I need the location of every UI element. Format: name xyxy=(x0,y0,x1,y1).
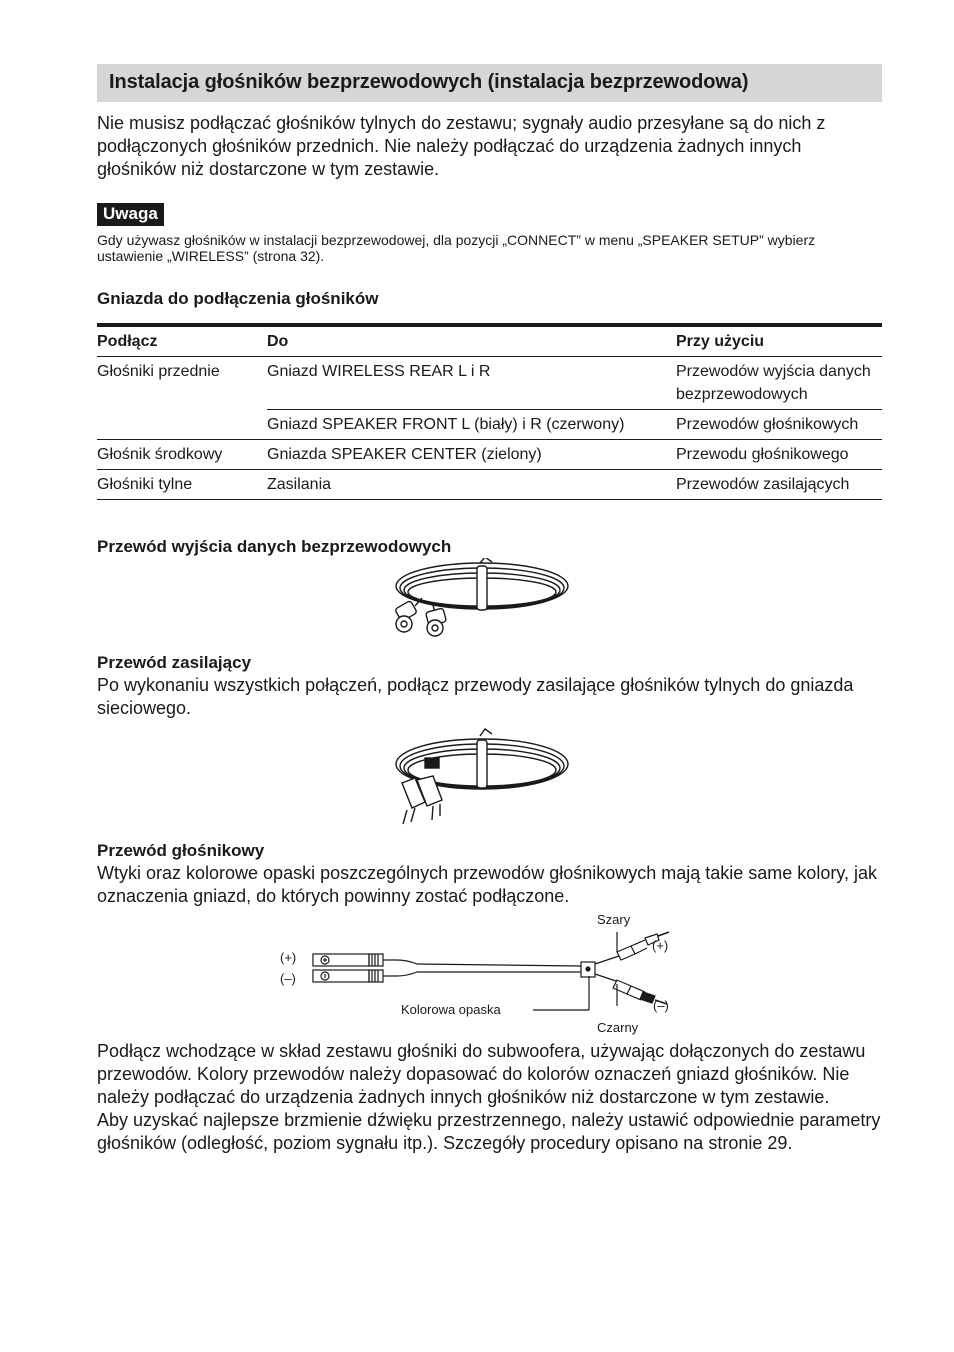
table-cell: Głośniki tylne xyxy=(97,470,267,500)
intro-paragraph: Nie musisz podłączać głośników tylnych do zestawu; sygnały audio przesyłane są do nich z podłączonych głośników przednich. Nie należy podłączać do urządzenia żadnych innych głośników niż dostarczone w tym zestawie. xyxy=(97,113,826,179)
power-cable-text: Po wykonaniu wszystkich połączeń, podłącz przewody zasilające głośników tylnych do gniazda sieciowego. xyxy=(97,675,854,718)
wireless-cable-illustration xyxy=(97,558,882,640)
column-header: Do xyxy=(267,325,676,357)
power-cable-illustration xyxy=(97,728,882,828)
table-cell: Gniazd SPEAKER FRONT L (biały) i R (czerwony) xyxy=(267,410,676,440)
speaker-cable-heading: Przewód głośnikowy xyxy=(97,841,265,860)
label-minus-left: (–) xyxy=(280,971,296,986)
table-cell: Przewodów zasilających xyxy=(676,470,882,500)
power-cable-heading: Przewód zasilający xyxy=(97,653,252,672)
connection-table xyxy=(97,323,882,500)
column-header: Przy użyciu xyxy=(676,325,882,357)
closing-paragraph-1: Podłącz wchodzące w skład zestawu głośniki do subwoofera, używając dołączonych do zestawu przewodów. Kolory przewodów należy dopasować do kolorów oznaczeń gniazd głośników. Nie należy podłączać do urządzenia żadnych innych głośników niż dostarczone w tym zestawie. xyxy=(97,1041,866,1107)
note-badge: Uwaga xyxy=(97,203,164,226)
table-row xyxy=(97,410,882,440)
table-cell: Przewodów wyjścia danych bezprzewodowych xyxy=(676,357,882,410)
table-row xyxy=(97,357,882,410)
table-cell: Głośniki przednie xyxy=(97,363,220,380)
table-cell: Gniazd WIRELESS REAR L i R xyxy=(267,357,676,410)
label-gray: Szary xyxy=(597,912,631,927)
wireless-cable-heading: Przewód wyjścia danych bezprzewodowych xyxy=(97,537,452,556)
label-plus-left: (+) xyxy=(280,950,297,965)
note-text: Gdy używasz głośników w instalacji bezprzewodowej, dla pozycji „CONNECT” w menu „SPEAKER SETUP” wybierz ustawienie „WIRELESS” (strona 32). xyxy=(97,232,816,264)
speaker-cable-diagram xyxy=(97,912,882,1040)
table-cell: Przewodów głośnikowych xyxy=(676,410,882,440)
label-color-band: Kolorowa opaska xyxy=(401,1002,501,1017)
label-black: Czarny xyxy=(597,1020,639,1035)
table-cell: Głośnik środkowy xyxy=(97,440,267,470)
table-cell: Gniazda SPEAKER CENTER (zielony) xyxy=(267,440,676,470)
page-content xyxy=(97,64,882,1155)
closing-paragraph-2: Aby uzyskać najlepsze brzmienie dźwięku przestrzennego, należy ustawić odpowiednie parametry głośników (odległość, poziom sygnału itp.). Szczegóły procedury opisano na stronie 29. xyxy=(97,1110,881,1153)
section-title: Instalacja głośników bezprzewodowych (instalacja bezprzewodowa) xyxy=(97,64,882,102)
speaker-cable-text: Wtyki oraz kolorowe opaski poszczególnych przewodów głośnikowych mają takie same kolory, jak oznaczenia gniazd, do których powinny zostać podłączone. xyxy=(97,863,877,906)
table-cell: Zasilania xyxy=(267,470,676,500)
label-minus-right: (–) xyxy=(653,998,669,1013)
table-row xyxy=(97,440,882,470)
table-cell: Przewodu głośnikowego xyxy=(676,440,882,470)
table-heading: Gniazda do podłączenia głośników xyxy=(97,289,379,308)
table-row xyxy=(97,470,882,500)
column-header: Podłącz xyxy=(97,325,267,357)
table-cell xyxy=(97,410,267,440)
label-plus-right: (+) xyxy=(652,938,669,953)
